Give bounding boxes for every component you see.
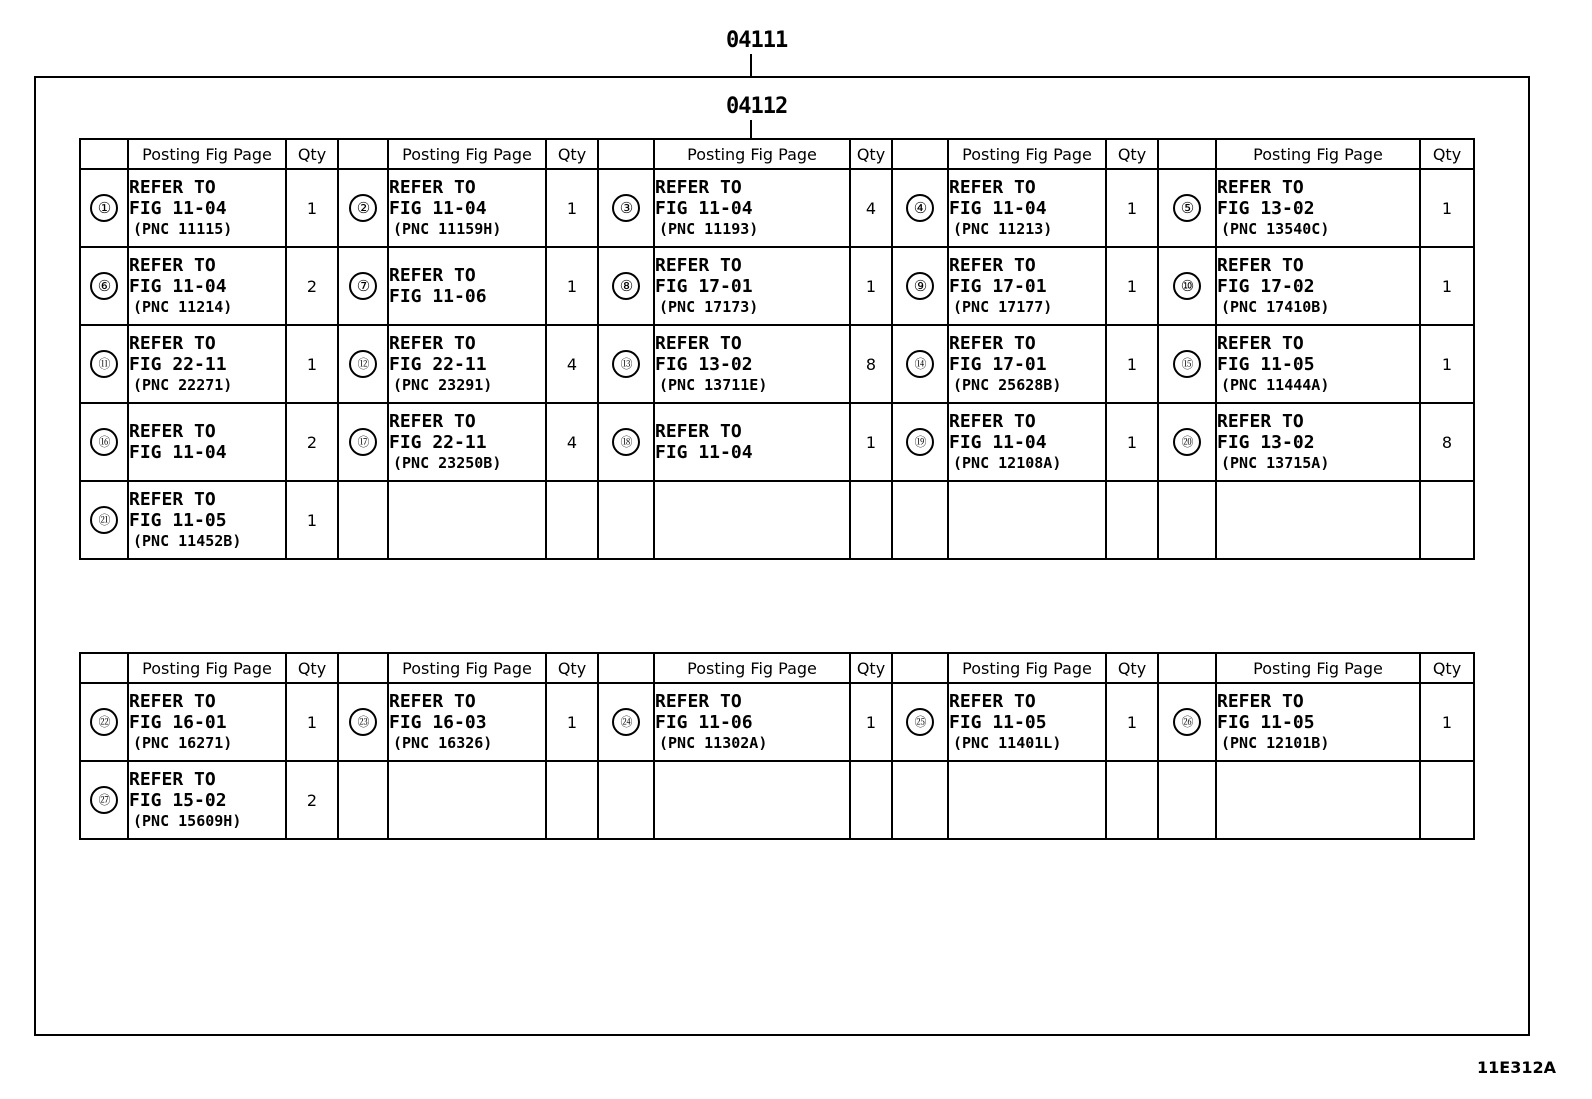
header-row [80,653,1474,683]
ref-number-cell [80,761,128,839]
posting-fig-cell [654,325,850,403]
ref-number-cell [598,325,654,403]
qty-cell [1420,683,1474,761]
qty-cell [546,325,598,403]
pnc-text: (PNC 11401L) [953,733,1062,752]
ref-number-cell [598,247,654,325]
ref-number-circle: ③ [612,194,640,222]
posting-fig-cell [128,403,286,481]
fig-page-text: FIG 11-05 [1217,711,1315,733]
posting-fig-cell [948,761,1106,839]
posting-fig-cell [654,403,850,481]
pnc-text: (PNC 13711E) [659,375,768,394]
qty-value: 1 [1441,276,1453,296]
header-posting-fig-page: Posting Fig Page [948,139,1106,169]
qty-cell [1420,169,1474,247]
ref-number-cell [338,325,388,403]
qty-value: 1 [566,276,578,296]
header-blank [80,653,128,683]
qty-cell [1106,683,1158,761]
refer-to-text: REFER TO [129,332,216,354]
ref-number-cell [892,403,948,481]
posting-fig-cell [654,481,850,559]
ref-number-cell [1158,325,1216,403]
qty-cell [286,761,338,839]
ref-number-cell [598,169,654,247]
pnc-text: (PNC 12101B) [1221,733,1330,752]
reference-table-2 [79,652,1475,840]
posting-fig-cell [388,761,546,839]
header-posting-fig-page: Posting Fig Page [1216,139,1420,169]
refer-to-text: REFER TO [129,254,216,276]
posting-fig-cell [948,481,1106,559]
qty-cell [1420,247,1474,325]
fig-page-text: FIG 16-01 [129,711,227,733]
fig-page-text: FIG 11-06 [389,286,487,307]
ref-number-cell [80,325,128,403]
ref-number-circle: ⑰ [349,428,377,456]
posting-fig-cell [128,325,286,403]
ref-number-circle: ② [349,194,377,222]
ref-number-cell [892,325,948,403]
refer-to-text: REFER TO [949,690,1036,712]
qty-cell [1420,761,1474,839]
qty-cell [850,761,892,839]
posting-fig-cell [1216,481,1420,559]
fig-page-text: FIG 13-02 [1217,431,1315,453]
leader-line-top [750,54,752,76]
qty-cell [1420,403,1474,481]
header-qty: Qty [546,653,598,683]
ref-number-cell [80,403,128,481]
ref-number-circle: ㉓ [349,708,377,736]
qty-value: 1 [1441,712,1453,732]
qty-value: 2 [306,432,318,452]
refer-to-text: REFER TO [129,176,216,198]
pnc-text: (PNC 15609H) [133,811,242,830]
pnc-text: (PNC 22271) [133,375,233,394]
ref-number-cell [338,481,388,559]
fig-page-text: FIG 17-01 [655,275,753,297]
posting-fig-cell [388,169,546,247]
ref-number-cell [338,403,388,481]
refer-to-text: REFER TO [389,410,476,432]
pnc-text: (PNC 11302A) [659,733,768,752]
refer-to-text: REFER TO [389,690,476,712]
pnc-text: (PNC 11213) [953,219,1053,238]
refer-to-text: REFER TO [1217,254,1304,276]
qty-cell [850,325,892,403]
ref-number-cell [338,761,388,839]
ref-number-cell [338,169,388,247]
fig-page-text: FIG 11-04 [949,431,1047,453]
table-row [80,403,1474,481]
qty-cell [546,403,598,481]
header-posting-fig-page: Posting Fig Page [654,139,850,169]
posting-fig-cell [1216,403,1420,481]
pnc-text: (PNC 11452B) [133,531,242,550]
posting-fig-cell [948,403,1106,481]
table-row [80,247,1474,325]
ref-number-cell [1158,169,1216,247]
qty-cell [286,683,338,761]
qty-cell [286,169,338,247]
ref-number-circle: ㉑ [90,506,118,534]
refer-to-text: REFER TO [129,421,216,442]
table-row [80,325,1474,403]
qty-value: 4 [566,432,578,452]
qty-value: 1 [865,276,877,296]
qty-cell [850,481,892,559]
ref-number-circle: ⑨ [906,272,934,300]
figure-code: 11E312A [1477,1058,1556,1077]
pnc-text: (PNC 11115) [133,219,233,238]
header-blank [1158,653,1216,683]
ref-number-cell [80,481,128,559]
header-qty: Qty [286,139,338,169]
qty-cell [1420,481,1474,559]
header-posting-fig-page: Posting Fig Page [654,653,850,683]
leader-line-second [750,120,752,138]
qty-cell [850,683,892,761]
qty-cell [546,481,598,559]
qty-value: 8 [1441,432,1453,452]
refer-to-text: REFER TO [655,421,742,442]
ref-number-circle: ⑦ [349,272,377,300]
qty-value: 1 [865,712,877,732]
qty-value: 1 [1126,432,1138,452]
posting-fig-cell [654,169,850,247]
ref-number-circle: ⑲ [906,428,934,456]
ref-number-circle: ⑯ [90,428,118,456]
qty-cell [1106,325,1158,403]
qty-value: 2 [306,790,318,810]
header-posting-fig-page: Posting Fig Page [388,139,546,169]
qty-value: 1 [306,712,318,732]
assembly-label-04111: 04111 [726,28,788,53]
ref-number-circle: ④ [906,194,934,222]
pnc-text: (PNC 11214) [133,297,233,316]
qty-value: 1 [1441,354,1453,374]
fig-page-text: FIG 22-11 [389,431,487,453]
qty-value: 1 [1441,198,1453,218]
posting-fig-cell [654,247,850,325]
ref-number-circle: ⑤ [1173,194,1201,222]
refer-to-text: REFER TO [129,768,216,790]
header-posting-fig-page: Posting Fig Page [128,139,286,169]
refer-to-text: REFER TO [655,332,742,354]
refer-to-text: REFER TO [1217,410,1304,432]
fig-page-text: FIG 11-04 [129,442,227,463]
ref-number-circle: ㉗ [90,786,118,814]
fig-page-text: FIG 11-04 [655,197,753,219]
posting-fig-cell [388,481,546,559]
ref-number-cell [1158,403,1216,481]
posting-fig-cell [1216,247,1420,325]
refer-to-text: REFER TO [1217,332,1304,354]
refer-to-text: REFER TO [389,265,476,286]
fig-page-text: FIG 17-01 [949,353,1047,375]
pnc-text: (PNC 13715A) [1221,453,1330,472]
header-qty: Qty [850,139,892,169]
qty-value: 1 [865,432,877,452]
qty-value: 1 [306,198,318,218]
qty-cell [850,403,892,481]
posting-fig-cell [654,683,850,761]
ref-number-cell [80,169,128,247]
qty-cell [546,683,598,761]
pnc-text: (PNC 13540C) [1221,219,1330,238]
header-blank [338,653,388,683]
ref-number-circle: ㉖ [1173,708,1201,736]
refer-to-text: REFER TO [655,176,742,198]
qty-cell [1106,403,1158,481]
header-qty: Qty [1420,653,1474,683]
posting-fig-cell [128,247,286,325]
header-blank [598,139,654,169]
header-qty: Qty [1106,139,1158,169]
fig-page-text: FIG 13-02 [655,353,753,375]
qty-value: 2 [306,276,318,296]
header-qty: Qty [286,653,338,683]
qty-cell [1106,481,1158,559]
ref-number-cell [1158,683,1216,761]
table-row [80,481,1474,559]
refer-to-text: REFER TO [949,332,1036,354]
pnc-text: (PNC 11444A) [1221,375,1330,394]
posting-fig-cell [948,325,1106,403]
table-row [80,683,1474,761]
ref-number-cell [892,683,948,761]
fig-page-text: FIG 15-02 [129,789,227,811]
header-blank [1158,139,1216,169]
header-posting-fig-page: Posting Fig Page [1216,653,1420,683]
pnc-text: (PNC 25628B) [953,375,1062,394]
header-posting-fig-page: Posting Fig Page [388,653,546,683]
posting-fig-cell [948,683,1106,761]
refer-to-text: REFER TO [129,690,216,712]
ref-number-cell [1158,247,1216,325]
pnc-text: (PNC 17177) [953,297,1053,316]
qty-cell [1106,761,1158,839]
refer-to-text: REFER TO [655,690,742,712]
qty-value: 1 [1126,354,1138,374]
qty-cell [1420,325,1474,403]
posting-fig-cell [1216,683,1420,761]
ref-number-cell [1158,481,1216,559]
pnc-text: (PNC 23291) [393,375,493,394]
qty-cell [286,403,338,481]
posting-fig-cell [948,169,1106,247]
header-qty: Qty [850,653,892,683]
header-qty: Qty [1420,139,1474,169]
ref-number-circle: ⑩ [1173,272,1201,300]
pnc-text: (PNC 17173) [659,297,759,316]
ref-number-cell [892,169,948,247]
fig-page-text: FIG 13-02 [1217,197,1315,219]
posting-fig-cell [1216,761,1420,839]
qty-cell [1106,169,1158,247]
qty-cell [546,761,598,839]
fig-page-text: FIG 11-04 [129,197,227,219]
qty-value: 1 [1126,276,1138,296]
refer-to-text: REFER TO [1217,176,1304,198]
ref-number-circle: ㉒ [90,708,118,736]
posting-fig-cell [388,683,546,761]
posting-fig-cell [128,683,286,761]
ref-number-cell [892,247,948,325]
header-posting-fig-page: Posting Fig Page [128,653,286,683]
refer-to-text: REFER TO [655,254,742,276]
qty-cell [286,247,338,325]
posting-fig-cell [128,761,286,839]
refer-to-text: REFER TO [949,410,1036,432]
ref-number-cell [80,247,128,325]
ref-number-circle: ⑱ [612,428,640,456]
qty-cell [546,247,598,325]
ref-number-cell [338,683,388,761]
qty-value: 1 [1126,198,1138,218]
qty-value: 1 [566,712,578,732]
header-blank [892,653,948,683]
ref-number-cell [80,683,128,761]
posting-fig-cell [948,247,1106,325]
qty-value: 4 [865,198,877,218]
ref-number-circle: ⑭ [906,350,934,378]
refer-to-text: REFER TO [949,254,1036,276]
ref-number-cell [598,403,654,481]
posting-fig-cell [1216,169,1420,247]
ref-number-cell [598,761,654,839]
qty-cell [546,169,598,247]
reference-table-1 [79,138,1475,560]
fig-page-text: FIG 17-01 [949,275,1047,297]
fig-page-text: FIG 11-06 [655,711,753,733]
assembly-label-04112: 04112 [726,94,788,119]
ref-number-circle: ① [90,194,118,222]
table-row [80,761,1474,839]
ref-number-cell [338,247,388,325]
fig-page-text: FIG 11-05 [1217,353,1315,375]
qty-cell [286,481,338,559]
qty-cell [850,247,892,325]
fig-page-text: FIG 11-04 [129,275,227,297]
refer-to-text: REFER TO [389,332,476,354]
fig-page-text: FIG 22-11 [129,353,227,375]
ref-number-cell [1158,761,1216,839]
refer-to-text: REFER TO [949,176,1036,198]
qty-value: 1 [306,354,318,374]
header-blank [892,139,948,169]
posting-fig-cell [128,481,286,559]
fig-page-text: FIG 11-05 [129,509,227,531]
ref-number-circle: ⑧ [612,272,640,300]
ref-number-cell [598,683,654,761]
posting-fig-cell [388,247,546,325]
ref-number-circle: ㉔ [612,708,640,736]
refer-to-text: REFER TO [389,176,476,198]
pnc-text: (PNC 12108A) [953,453,1062,472]
pnc-text: (PNC 23250B) [393,453,502,472]
qty-value: 8 [865,354,877,374]
fig-page-text: FIG 11-04 [655,442,753,463]
ref-number-cell [892,481,948,559]
qty-value: 1 [566,198,578,218]
refer-to-text: REFER TO [1217,690,1304,712]
posting-fig-cell [654,761,850,839]
header-qty: Qty [546,139,598,169]
pnc-text: (PNC 11159H) [393,219,502,238]
fig-page-text: FIG 11-04 [389,197,487,219]
posting-fig-cell [1216,325,1420,403]
pnc-text: (PNC 17410B) [1221,297,1330,316]
posting-fig-cell [388,325,546,403]
ref-number-circle: ⑬ [612,350,640,378]
pnc-text: (PNC 11193) [659,219,759,238]
header-blank [598,653,654,683]
ref-number-circle: ⑮ [1173,350,1201,378]
ref-number-circle: ⑥ [90,272,118,300]
qty-value: 1 [1126,712,1138,732]
qty-value: 4 [566,354,578,374]
header-row [80,139,1474,169]
ref-number-circle: ⑫ [349,350,377,378]
ref-number-circle: ⑪ [90,350,118,378]
ref-number-circle: ⑳ [1173,428,1201,456]
ref-number-circle: ㉕ [906,708,934,736]
refer-to-text: REFER TO [129,488,216,510]
qty-cell [286,325,338,403]
fig-page-text: FIG 11-04 [949,197,1047,219]
header-posting-fig-page: Posting Fig Page [948,653,1106,683]
posting-fig-cell [388,403,546,481]
fig-page-text: FIG 16-03 [389,711,487,733]
qty-value: 1 [306,510,318,530]
posting-fig-cell [128,169,286,247]
fig-page-text: FIG 11-05 [949,711,1047,733]
pnc-text: (PNC 16326) [393,733,493,752]
table-row [80,169,1474,247]
header-blank [338,139,388,169]
pnc-text: (PNC 16271) [133,733,233,752]
header-qty: Qty [1106,653,1158,683]
ref-number-cell [598,481,654,559]
fig-page-text: FIG 17-02 [1217,275,1315,297]
qty-cell [850,169,892,247]
qty-cell [1106,247,1158,325]
ref-number-cell [892,761,948,839]
header-blank [80,139,128,169]
fig-page-text: FIG 22-11 [389,353,487,375]
